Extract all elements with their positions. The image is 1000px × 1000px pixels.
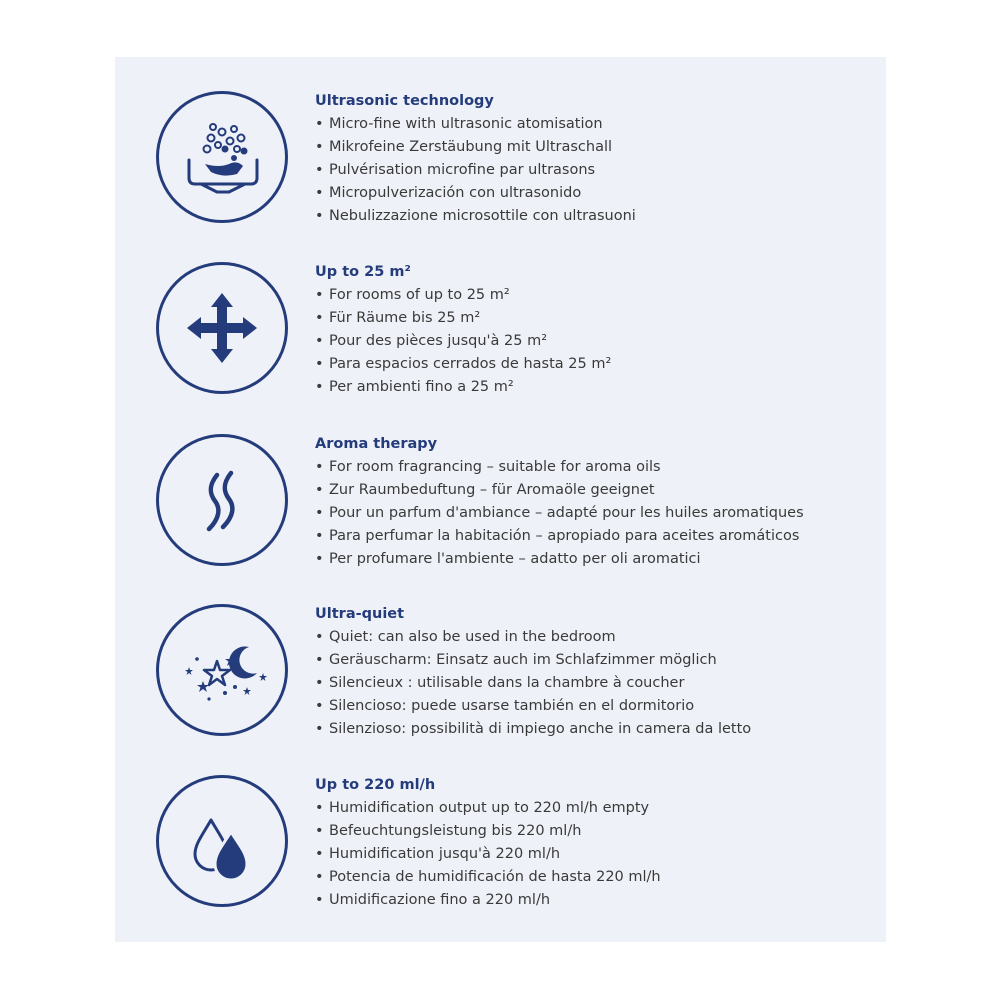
feature-room-size <box>115 262 886 422</box>
list-item: • Umidificazione fino a 220 ml/h <box>315 892 551 908</box>
feature-title: Ultrasonic technology <box>315 93 494 109</box>
feature-text <box>315 604 875 741</box>
list-item: • Micropulverización con ultrasonido <box>315 185 582 201</box>
feature-icon-circle <box>156 604 288 736</box>
feature-text <box>315 775 875 912</box>
list-item: • Pour un parfum d'ambiance – adapté pour les huiles aromatiques <box>315 505 804 521</box>
ultrasonic-mist-icon <box>159 94 285 220</box>
feature-output <box>115 775 886 935</box>
feature-quiet <box>115 604 886 764</box>
list-item: • Per profumare l'ambiente – adatto per oli aromatici <box>315 551 701 567</box>
list-item: • Per ambienti fino a 25 m² <box>315 379 514 395</box>
list-item: • Zur Raumbeduftung – für Aromaöle geeignet <box>315 482 655 498</box>
moon-stars-icon <box>159 607 285 733</box>
feature-text <box>315 91 875 228</box>
feature-icon-circle <box>156 434 288 566</box>
list-item: • Nebulizzazione microsottile con ultrasuoni <box>315 208 636 224</box>
list-item: • Humidification output up to 220 ml/h empty <box>315 800 650 816</box>
list-item: • For rooms of up to 25 m² <box>315 287 510 303</box>
list-item: • Silencieux : utilisable dans la chambre à coucher <box>315 675 685 691</box>
list-item: • Pour des pièces jusqu'à 25 m² <box>315 333 548 349</box>
feature-text <box>315 262 875 399</box>
list-item: • Für Räume bis 25 m² <box>315 310 481 326</box>
feature-title: Ultra-quiet <box>315 606 405 622</box>
feature-icon-circle <box>156 775 288 907</box>
feature-ultrasonic <box>115 91 886 251</box>
feature-title: Up to 220 ml/h <box>315 777 436 793</box>
list-item: • For room fragrancing – suitable for aroma oils <box>315 459 661 475</box>
feature-icon-circle <box>156 262 288 394</box>
list-item: • Silenzioso: possibilità di impiego anche in camera da letto <box>315 721 752 737</box>
list-item: • Silencioso: puede usarse también en el dormitorio <box>315 698 695 714</box>
feature-panel <box>115 57 886 942</box>
list-item: • Mikrofeine Zerstäubung mit Ultraschall <box>315 139 613 155</box>
feature-icon-circle <box>156 91 288 223</box>
list-item: • Potencia de humidificación de hasta 220 ml/h <box>315 869 661 885</box>
feature-text <box>315 434 875 571</box>
feature-title: Aroma therapy <box>315 436 438 452</box>
feature-title: Up to 25 m² <box>315 264 411 280</box>
list-item: • Micro-fine with ultrasonic atomisation <box>315 116 603 132</box>
list-item: • Geräuscharm: Einsatz auch im Schlafzimmer möglich <box>315 652 717 668</box>
list-item: • Befeuchtungsleistung bis 220 ml/h <box>315 823 582 839</box>
feature-aroma <box>115 434 886 594</box>
water-drops-icon <box>159 778 285 904</box>
four-way-arrows-icon <box>159 265 285 391</box>
list-item: • Humidification jusqu'à 220 ml/h <box>315 846 561 862</box>
list-item: • Para perfumar la habitación – apropiado para aceites aromáticos <box>315 528 800 544</box>
aroma-waves-icon <box>159 437 285 563</box>
list-item: • Pulvérisation microfine par ultrasons <box>315 162 596 178</box>
list-item: • Para espacios cerrados de hasta 25 m² <box>315 356 612 372</box>
list-item: • Quiet: can also be used in the bedroom <box>315 629 616 645</box>
